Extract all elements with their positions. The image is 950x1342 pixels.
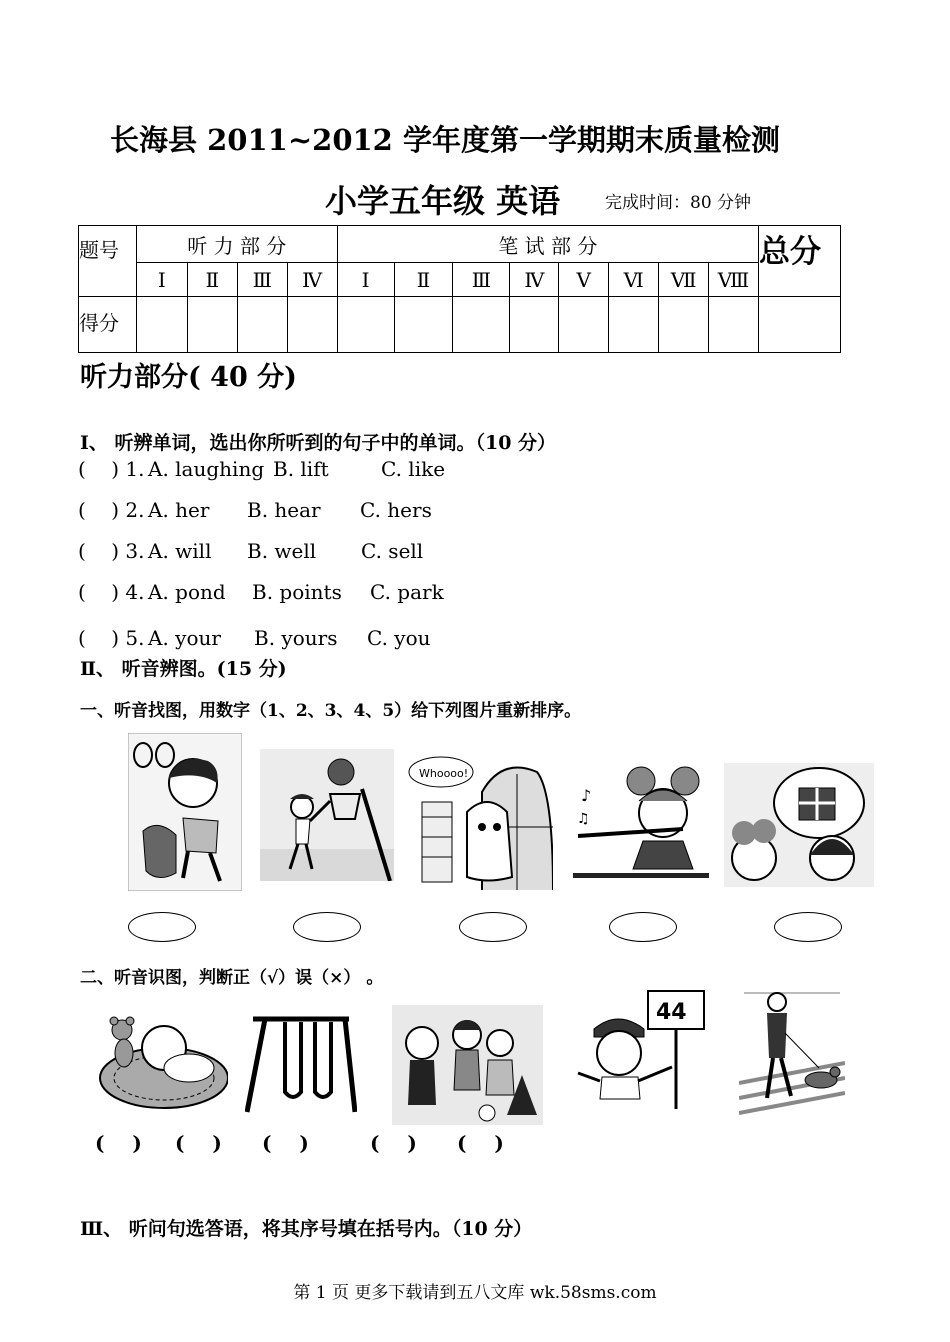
answer-oval[interactable]: [774, 912, 842, 942]
score-cell[interactable]: [453, 297, 510, 353]
question-number: ( ) 3.: [78, 539, 145, 563]
total-score-label: 总分: [759, 226, 841, 297]
answer-blank[interactable]: ( ): [370, 1131, 417, 1155]
answer-blank[interactable]: ( ): [457, 1131, 504, 1155]
listening-col: Ⅰ: [136, 263, 187, 297]
page-footer: 第 1 页 更多下载请到五八文库 wk.58sms.com: [293, 1283, 657, 1303]
sign-number: 44: [656, 1000, 687, 1025]
score-cell[interactable]: [510, 297, 559, 353]
answer-blank[interactable]: ( ): [262, 1131, 309, 1155]
written-col: Ⅱ: [394, 263, 453, 297]
option-a[interactable]: A. will: [148, 539, 212, 563]
exam-subtitle: 小学五年级 英语: [325, 182, 561, 220]
option-a[interactable]: A. her: [148, 498, 210, 522]
boy-holding-number-sign-picture: [576, 989, 706, 1111]
score-table: [78, 225, 841, 353]
section-3-title: Ⅲ、 听问句选答语，将其序号填在括号内。（10 分）: [80, 1218, 533, 1240]
question-number-label: 题号: [79, 226, 137, 297]
boy-carrying-bag-picture: [128, 733, 242, 891]
score-cell[interactable]: [237, 297, 287, 353]
swing-set-picture: [245, 1014, 357, 1114]
option-c[interactable]: C. sell: [361, 539, 424, 563]
score-cell[interactable]: [709, 297, 759, 353]
question-number: ( ) 2.: [78, 498, 145, 522]
question-number: ( ) 1.: [78, 457, 145, 481]
written-col: Ⅶ: [659, 263, 709, 297]
listening-heading: 听力部分( 40 分): [80, 362, 297, 393]
listening-col: Ⅱ: [187, 263, 237, 297]
score-label: 得分: [79, 297, 137, 353]
written-col: Ⅰ: [337, 263, 394, 297]
score-cell[interactable]: [187, 297, 237, 353]
option-b[interactable]: B. well: [247, 539, 317, 563]
section-2-title: Ⅱ、 听音辨图。(15 分): [80, 658, 287, 680]
children-thinking-of-gift-picture: [724, 763, 874, 887]
girl-playing-flute-picture: [573, 761, 709, 881]
answer-oval[interactable]: [293, 912, 361, 942]
halloween-kids-picture: [392, 1005, 543, 1125]
answer-blank[interactable]: ( ): [95, 1131, 142, 1155]
question-number: ( ) 5.: [78, 626, 145, 650]
score-cell[interactable]: [337, 297, 394, 353]
option-a[interactable]: A. pond: [148, 580, 226, 604]
section-2-part-1-instruction: 一、听音找图，用数字（1、2、3、4、5）给下列图片重新排序。: [80, 701, 582, 721]
listening-col: Ⅳ: [287, 263, 337, 297]
svg-text:♫: ♫: [577, 811, 590, 827]
option-b[interactable]: B. points: [252, 580, 342, 604]
exam-title: 长海县 2011~2012 学年度第一学期期末质量检测: [110, 123, 780, 157]
answer-oval[interactable]: [609, 912, 677, 942]
option-b[interactable]: B. yours: [254, 626, 338, 650]
score-cell[interactable]: [394, 297, 453, 353]
option-c[interactable]: C. park: [370, 580, 444, 604]
written-col: Ⅴ: [559, 263, 609, 297]
written-col: Ⅵ: [609, 263, 659, 297]
section-1-title: Ⅰ、 听辨单词，选出你所听到的句子中的单词。（10 分）: [80, 432, 557, 454]
score-cell[interactable]: [559, 297, 609, 353]
option-b[interactable]: B. hear: [247, 498, 321, 522]
option-c[interactable]: C. hers: [360, 498, 432, 522]
answer-oval[interactable]: [459, 912, 527, 942]
time-limit: 完成时间：80 分钟: [605, 193, 752, 213]
score-cell[interactable]: [136, 297, 187, 353]
section-2-part-2-instruction: 二、听音识图，判断正（√）误（×） 。: [80, 968, 384, 988]
girl-playing-basketball-picture: [260, 749, 394, 881]
man-walking-dog-picture: [739, 988, 845, 1118]
written-col: Ⅷ: [709, 263, 759, 297]
speech-bubble-text: Whoooo!: [419, 767, 469, 780]
written-col: Ⅲ: [453, 263, 510, 297]
option-b[interactable]: B. lift: [273, 457, 329, 481]
answer-oval[interactable]: [128, 912, 196, 942]
score-cell[interactable]: [287, 297, 337, 353]
option-c[interactable]: C. like: [381, 457, 446, 481]
question-number: ( ) 4.: [78, 580, 145, 604]
total-score-cell[interactable]: [759, 297, 841, 353]
mummy-and-ghost-picture: [407, 752, 553, 890]
baby-crawling-on-rug-picture: [94, 1008, 228, 1112]
answer-blank[interactable]: ( ): [175, 1131, 222, 1155]
listening-col: Ⅲ: [237, 263, 287, 297]
option-c[interactable]: C. you: [367, 626, 431, 650]
score-cell[interactable]: [659, 297, 709, 353]
listening-part-label: 听 力 部 分: [136, 226, 337, 263]
score-cell[interactable]: [609, 297, 659, 353]
option-a[interactable]: A. laughing: [148, 457, 265, 481]
svg-text:♪: ♪: [581, 786, 592, 805]
option-a[interactable]: A. your: [148, 626, 221, 650]
written-part-label: 笔 试 部 分: [337, 226, 758, 263]
written-col: Ⅳ: [510, 263, 559, 297]
